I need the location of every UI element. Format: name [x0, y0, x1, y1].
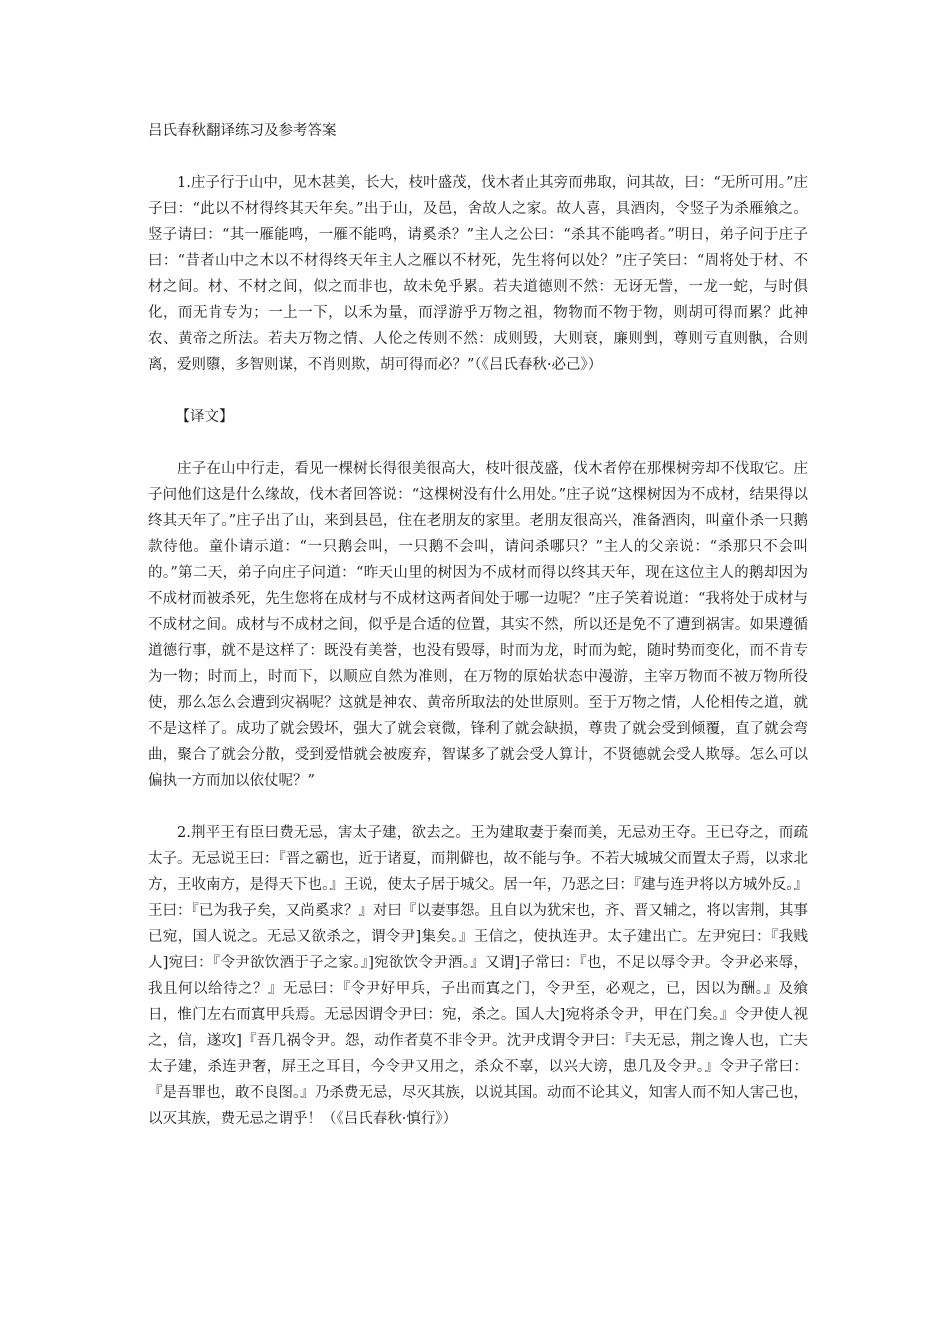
passage-2 — [148, 820, 808, 1132]
passage-1-text: 庄子行于山中，见木甚美，长大，枝叶盛茂，伐木者止其旁而弗取，问其故，曰：“无所可用。”庄子曰：“此以不材得终其天年矣。”出于山，及邑，舍故人之家。故人喜，具酒肉，令竖子为杀雁飨之。竖子请曰：“其一雁能鸣，一雁不能鸣，请奚杀？”主人之公曰：“杀其不能鸣者。”明日，弟子问于庄子曰：“昔者山中之木以不材得终天年主人之雁以不材死，先生将何以处？”庄子笑曰：“周将处于材、不材之间。材、不材之间，似之而非也，故未免乎累。若夫道德则不然：无讶无訾，一龙一蛇，与时俱化，而无肯专为；一上一下，以禾为量，而浮游乎万物之祖，物物而不物于物，则胡可得而累？此神农、黄帝之所法。若夫万物之情、人伦之传则不然：成则毁，大则衰，廉则剉，尊则亏直则骫，合则离，爱则隳，多智则谋，不肖则欺，胡可得而必？”（《吕氏春秋·必己》） — [148, 175, 808, 373]
document-page — [148, 118, 808, 1158]
document-title: 吕氏春秋翻译练习及参考答案 — [148, 123, 337, 139]
passage-1-number: 1. — [177, 175, 191, 191]
translation-text: 庄子在山中行走，看见一棵树长得很美很高大，枝叶很茂盛，伐木者停在那棵树旁却不伐取它。庄子问他们这是什么缘故，伐木者回答说：“这棵树没有什么用处。”庄子说“这棵树因为不成材，结果得以终其天年了。”庄子出了山，来到县邑，住在老朋友的家里。老朋友很高兴，准备酒肉，叫童仆杀一只鹅款待他。童仆请示道：“一只鹅会叫，一只鹅不会叫，请问杀哪只？”主人的父亲说：“杀那只不会叫的。”第二天，弟子向庄子问道：“昨天山里的树因为不成材而得以终其天年，现在这位主人的鹅却因为不成材而被杀死，先生您将在成材与不成材这两者间处于哪一边呢？”庄子笑着说道：“我将处于成材与不成材之间。成材与不成材之间，似乎是合适的位置，其实不然，所以还是免不了遭到祸害。如果遵循道德行事，就不是这样了：既没有美誉，也没有毁辱，时而为龙，时而为蛇，随时势而变化，而不肯专为一物；时而上，时而下，以顺应自然为准则，在万物的原始状态中漫游，主宰万物而不被万物所役使，那么怎么会遭到灾祸呢？这就是神农、黄帝所取法的处世原则。至于万物之情，人伦相传之道，就不是这样了。成功了就会毁坏，强大了就会衰微，锋利了就会缺损，尊贵了就会受到倾覆，直了就会弯曲，聚合了就会分散，受到爱惜就会被废弃，智谋多了就会受人算计，不贤德就会受人欺辱。怎么可以偏执一方而加以依仗呢？” — [148, 461, 808, 789]
passage-1 — [148, 170, 808, 378]
passage-2-number: 2. — [177, 825, 191, 841]
passage-2-text: 荆平王有臣曰费无忌，害太子建，欲去之。王为建取妻于秦而美，无忌劝王夺。王已夺之，而疏太子。无忌说王曰：『晋之霸也，近于诸夏，而荆僻也，故不能与争。不若大城城父而置太子焉，以求北方，王收南方，是得天下也。』王说，使太子居于城父。居一年，乃恶之曰：『建与连尹将以方城外反。』王曰：『已为我子矣，又尚奚求？』对曰『以妻事怨。且自以为犹宋也，齐、晋又辅之，将以害荆，其事已宛，国人说之。无忌又欲杀之，谓令尹]集矣。』王信之，使执连尹。太子建出亡。左尹宛曰：『我贱人]宛曰：『令尹欲饮酒于子之家。』]宛欲饮令尹酒。』又谓]子常曰：『也，不足以辱令尹。令尹必来辱，我且何以给待之？』无忌曰：『令尹好甲兵，子出而寘之门，令尹至，必观之，已，因以为酬。』及飨日，惟门左右而寘甲兵焉。无忌因谓令尹曰：宛，杀之。国人大]宛将杀令尹，甲在门矣。』令尹使人视之，信，遂攻]『吾几祸令尹。怨，动作者莫不非令尹。沈尹戌谓令尹曰：『夫无忌，荆之谗人也，亡夫太子建，杀连尹奢，屏王之耳目，今令尹又用之，杀众不辜，以兴大谤，患几及令尹。』令尹子常曰：『是吾罪也，敢不良图。』乃杀费无忌，尽灭其族，以说其国。动而不论其义，知害人而不知人害己也，以灭其族，费无忌之谓乎！（《吕氏春秋·慎行》） — [148, 825, 808, 1127]
translation-heading: 【译文】 — [175, 409, 234, 425]
